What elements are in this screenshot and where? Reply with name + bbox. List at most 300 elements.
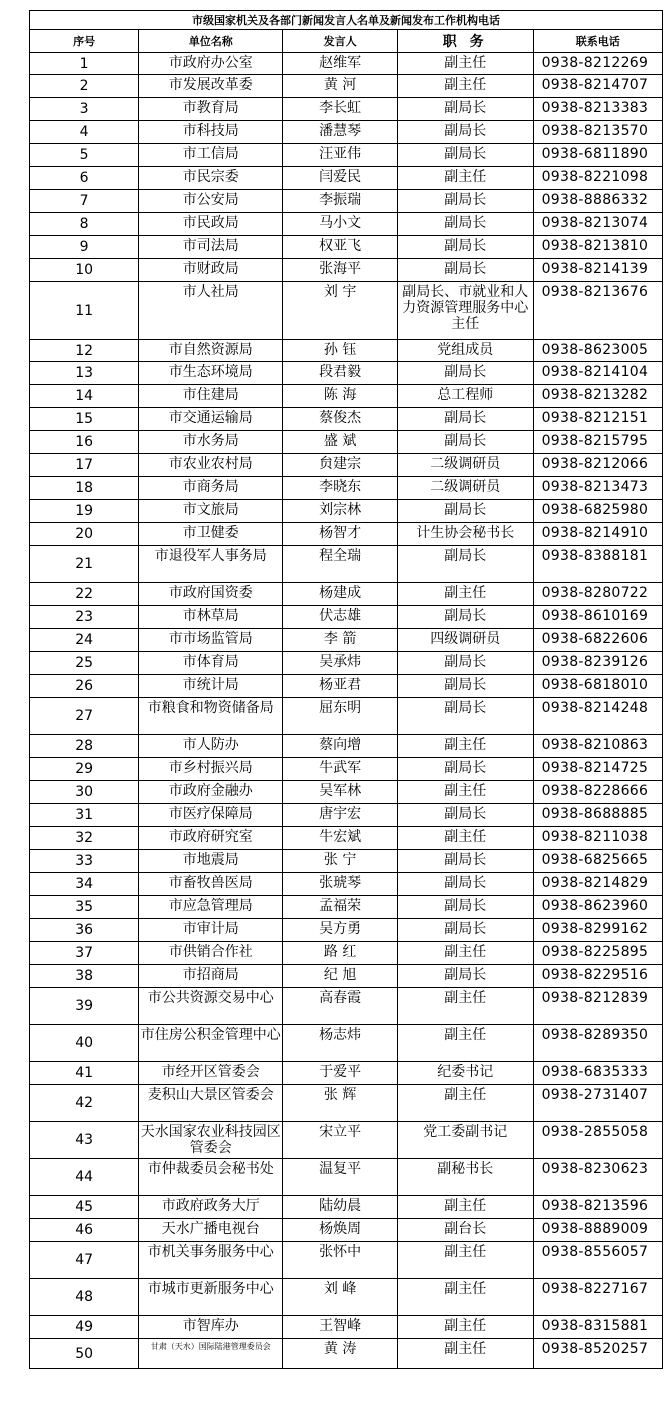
cell-phone: 0938-8214910 <box>533 523 662 546</box>
cell-no: 10 <box>30 259 139 282</box>
cell-unit: 市粮食和物资储备局 <box>139 698 283 735</box>
cell-no: 6 <box>30 167 139 190</box>
cell-duty: 副主任 <box>397 1316 533 1339</box>
cell-no: 2 <box>30 75 139 98</box>
cell-phone: 0938-8388181 <box>533 546 662 583</box>
table-row <box>30 781 663 804</box>
cell-phone: 0938-8520257 <box>533 1339 662 1369</box>
cell-duty: 副秘书长 <box>397 1159 533 1196</box>
cell-name: 张 宁 <box>283 850 398 873</box>
cell-no: 20 <box>30 523 139 546</box>
cell-duty: 党工委副书记 <box>397 1122 533 1159</box>
cell-phone: 0938-6811890 <box>533 144 662 167</box>
cell-no: 14 <box>30 385 139 408</box>
table-row <box>30 340 663 362</box>
table-row <box>30 546 663 583</box>
cell-phone: 0938-8280722 <box>533 583 662 606</box>
cell-phone: 0938-8221098 <box>533 167 662 190</box>
cell-duty: 副局长 <box>397 546 533 583</box>
cell-name: 路 红 <box>283 942 398 965</box>
cell-no: 23 <box>30 606 139 629</box>
table-row <box>30 988 663 1025</box>
cell-phone: 0938-8227167 <box>533 1279 662 1316</box>
cell-no: 29 <box>30 758 139 781</box>
cell-unit: 市水务局 <box>139 431 283 454</box>
cell-no: 25 <box>30 652 139 675</box>
table-row <box>30 144 663 167</box>
cell-no: 16 <box>30 431 139 454</box>
cell-phone: 0938-8212839 <box>533 988 662 1025</box>
cell-unit: 麦积山大景区管委会 <box>139 1085 283 1122</box>
cell-duty: 四级调研员 <box>397 629 533 652</box>
table-row <box>30 735 663 758</box>
cell-unit: 市科技局 <box>139 121 283 144</box>
table-row <box>30 1159 663 1196</box>
cell-name: 刘 峰 <box>283 1279 398 1316</box>
cell-name: 权亚飞 <box>283 236 398 259</box>
cell-phone: 0938-8299162 <box>533 919 662 942</box>
cell-unit: 市机关事务服务中心 <box>139 1242 283 1279</box>
cell-phone: 0938-8556057 <box>533 1242 662 1279</box>
cell-duty: 副局长 <box>397 259 533 282</box>
cell-no: 24 <box>30 629 139 652</box>
table-row <box>30 965 663 988</box>
cell-name: 杨焕周 <box>283 1219 398 1242</box>
cell-unit: 市体育局 <box>139 652 283 675</box>
table-row <box>30 1085 663 1122</box>
cell-phone: 0938-8213570 <box>533 121 662 144</box>
cell-unit: 市自然资源局 <box>139 340 283 362</box>
table-row <box>30 758 663 781</box>
cell-unit: 市仲裁委员会秘书处 <box>139 1159 283 1196</box>
cell-unit: 市民政局 <box>139 213 283 236</box>
table-row <box>30 1025 663 1062</box>
cell-duty: 副局长 <box>397 236 533 259</box>
table-row <box>30 652 663 675</box>
table-row <box>30 121 663 144</box>
cell-phone: 0938-8211038 <box>533 827 662 850</box>
cell-no: 17 <box>30 454 139 477</box>
cell-duty: 副局长、市就业和人力资源管理服务中心主任 <box>397 282 533 340</box>
cell-name: 伏志雄 <box>283 606 398 629</box>
cell-name: 李 箭 <box>283 629 398 652</box>
cell-unit: 市市场监管局 <box>139 629 283 652</box>
cell-unit: 市生态环境局 <box>139 362 283 385</box>
cell-no: 15 <box>30 408 139 431</box>
cell-duty: 副局长 <box>397 965 533 988</box>
cell-unit: 市农业农村局 <box>139 454 283 477</box>
cell-no: 33 <box>30 850 139 873</box>
table-row <box>30 896 663 919</box>
table-row <box>30 500 663 523</box>
cell-phone: 0938-6825665 <box>533 850 662 873</box>
table-body <box>30 53 663 1369</box>
cell-phone: 0938-8215795 <box>533 431 662 454</box>
cell-no: 48 <box>30 1279 139 1316</box>
cell-name: 宋立平 <box>283 1122 398 1159</box>
header-duty: 职 务 <box>397 30 533 53</box>
cell-duty: 副主任 <box>397 583 533 606</box>
table-row <box>30 477 663 500</box>
table-row <box>30 675 663 698</box>
header-phone: 联系电话 <box>533 30 662 53</box>
cell-unit: 市发展改革委 <box>139 75 283 98</box>
cell-duty: 副局长 <box>397 213 533 236</box>
cell-phone: 0938-2731407 <box>533 1085 662 1122</box>
table-row <box>30 431 663 454</box>
cell-no: 39 <box>30 988 139 1025</box>
cell-unit: 市应急管理局 <box>139 896 283 919</box>
cell-unit: 市林草局 <box>139 606 283 629</box>
cell-no: 21 <box>30 546 139 583</box>
cell-unit: 市工信局 <box>139 144 283 167</box>
cell-unit: 市城市更新服务中心 <box>139 1279 283 1316</box>
cell-name: 杨亚君 <box>283 675 398 698</box>
cell-duty: 副局长 <box>397 98 533 121</box>
cell-duty: 总工程师 <box>397 385 533 408</box>
table-row <box>30 1062 663 1085</box>
cell-phone: 0938-8214725 <box>533 758 662 781</box>
cell-name: 盛 斌 <box>283 431 398 454</box>
cell-name: 程全瑞 <box>283 546 398 583</box>
cell-phone: 0938-8315881 <box>533 1316 662 1339</box>
cell-name: 黄 河 <box>283 75 398 98</box>
cell-no: 11 <box>30 282 139 340</box>
cell-phone: 0938-8610169 <box>533 606 662 629</box>
table-row <box>30 213 663 236</box>
cell-duty: 副局长 <box>397 919 533 942</box>
cell-name: 高春霞 <box>283 988 398 1025</box>
cell-phone: 0938-2855058 <box>533 1122 662 1159</box>
cell-name: 蔡俊杰 <box>283 408 398 431</box>
cell-no: 30 <box>30 781 139 804</box>
cell-no: 47 <box>30 1242 139 1279</box>
cell-no: 3 <box>30 98 139 121</box>
cell-name: 汪亚伟 <box>283 144 398 167</box>
cell-no: 5 <box>30 144 139 167</box>
cell-no: 43 <box>30 1122 139 1159</box>
cell-name: 赵维军 <box>283 53 398 75</box>
cell-unit: 市公安局 <box>139 190 283 213</box>
cell-unit: 市人社局 <box>139 282 283 340</box>
cell-phone: 0938-8688885 <box>533 804 662 827</box>
cell-unit: 市招商局 <box>139 965 283 988</box>
cell-no: 32 <box>30 827 139 850</box>
cell-name: 吴军林 <box>283 781 398 804</box>
cell-duty: 副主任 <box>397 1085 533 1122</box>
cell-phone: 0938-8213074 <box>533 213 662 236</box>
cell-no: 38 <box>30 965 139 988</box>
cell-no: 18 <box>30 477 139 500</box>
cell-no: 50 <box>30 1339 139 1369</box>
cell-unit: 市地震局 <box>139 850 283 873</box>
cell-name: 杨建成 <box>283 583 398 606</box>
cell-no: 37 <box>30 942 139 965</box>
cell-phone: 0938-8213282 <box>533 385 662 408</box>
cell-no: 36 <box>30 919 139 942</box>
cell-name: 孙 钰 <box>283 340 398 362</box>
cell-duty: 副局长 <box>397 873 533 896</box>
cell-no: 4 <box>30 121 139 144</box>
cell-unit: 市交通运输局 <box>139 408 283 431</box>
cell-phone: 0938-8230623 <box>533 1159 662 1196</box>
cell-name: 马小文 <box>283 213 398 236</box>
cell-name: 唐宇宏 <box>283 804 398 827</box>
table-row <box>30 1219 663 1242</box>
cell-unit: 市统计局 <box>139 675 283 698</box>
cell-name: 张 辉 <box>283 1085 398 1122</box>
cell-duty: 副主任 <box>397 1025 533 1062</box>
cell-unit: 市卫健委 <box>139 523 283 546</box>
cell-duty: 副主任 <box>397 1279 533 1316</box>
cell-duty: 副局长 <box>397 850 533 873</box>
cell-phone: 0938-8225895 <box>533 942 662 965</box>
cell-name: 李长虹 <box>283 98 398 121</box>
table-row <box>30 942 663 965</box>
cell-duty: 副局长 <box>397 675 533 698</box>
cell-unit: 市退役军人事务局 <box>139 546 283 583</box>
cell-duty: 副主任 <box>397 781 533 804</box>
cell-name: 闫爱民 <box>283 167 398 190</box>
cell-phone: 0938-6835333 <box>533 1062 662 1085</box>
cell-unit: 市乡村振兴局 <box>139 758 283 781</box>
cell-unit: 市智库办 <box>139 1316 283 1339</box>
cell-unit: 市人防办 <box>139 735 283 758</box>
cell-name: 刘宗林 <box>283 500 398 523</box>
cell-duty: 副局长 <box>397 758 533 781</box>
cell-name: 陈 海 <box>283 385 398 408</box>
cell-duty: 二级调研员 <box>397 454 533 477</box>
cell-no: 31 <box>30 804 139 827</box>
cell-unit: 市文旅局 <box>139 500 283 523</box>
cell-unit: 市民宗委 <box>139 167 283 190</box>
cell-duty: 副局长 <box>397 500 533 523</box>
table-row <box>30 804 663 827</box>
cell-duty: 副主任 <box>397 1339 533 1369</box>
cell-no: 28 <box>30 735 139 758</box>
cell-unit: 市司法局 <box>139 236 283 259</box>
cell-duty: 副局长 <box>397 804 533 827</box>
cell-name: 于爱平 <box>283 1062 398 1085</box>
cell-phone: 0938-8213596 <box>533 1196 662 1219</box>
cell-name: 李晓东 <box>283 477 398 500</box>
cell-duty: 副主任 <box>397 942 533 965</box>
cell-name: 陆幼晨 <box>283 1196 398 1219</box>
cell-name: 纪 旭 <box>283 965 398 988</box>
cell-phone: 0938-8213383 <box>533 98 662 121</box>
cell-unit: 市教育局 <box>139 98 283 121</box>
spokesperson-table <box>29 10 663 1369</box>
cell-no: 27 <box>30 698 139 735</box>
cell-phone: 0938-8213473 <box>533 477 662 500</box>
table-row <box>30 1279 663 1316</box>
cell-no: 8 <box>30 213 139 236</box>
cell-unit: 市政府金融办 <box>139 781 283 804</box>
cell-duty: 副台长 <box>397 1219 533 1242</box>
cell-phone: 0938-8214248 <box>533 698 662 735</box>
cell-phone: 0938-8623005 <box>533 340 662 362</box>
cell-name: 张琥琴 <box>283 873 398 896</box>
cell-unit: 市审计局 <box>139 919 283 942</box>
cell-duty: 副局长 <box>397 652 533 675</box>
table-row <box>30 606 663 629</box>
cell-phone: 0938-8214707 <box>533 75 662 98</box>
cell-name: 杨智才 <box>283 523 398 546</box>
header-row <box>30 30 663 53</box>
cell-no: 34 <box>30 873 139 896</box>
header-unit: 单位名称 <box>139 30 283 53</box>
cell-duty: 计生协会秘书长 <box>397 523 533 546</box>
cell-unit: 市供销合作社 <box>139 942 283 965</box>
table-row <box>30 236 663 259</box>
cell-no: 22 <box>30 583 139 606</box>
cell-duty: 副局长 <box>397 698 533 735</box>
cell-duty: 副局长 <box>397 431 533 454</box>
cell-duty: 副局长 <box>397 190 533 213</box>
table-row <box>30 1196 663 1219</box>
cell-no: 26 <box>30 675 139 698</box>
cell-phone: 0938-8214829 <box>533 873 662 896</box>
cell-phone: 0938-8214104 <box>533 362 662 385</box>
cell-no: 9 <box>30 236 139 259</box>
cell-phone: 0938-8213676 <box>533 282 662 340</box>
cell-name: 张海平 <box>283 259 398 282</box>
cell-duty: 副局长 <box>397 408 533 431</box>
cell-duty: 副主任 <box>397 167 533 190</box>
table-row <box>30 583 663 606</box>
table-row <box>30 454 663 477</box>
cell-name: 段君毅 <box>283 362 398 385</box>
cell-duty: 副局长 <box>397 144 533 167</box>
cell-duty: 二级调研员 <box>397 477 533 500</box>
cell-phone: 0938-8289350 <box>533 1025 662 1062</box>
cell-no: 49 <box>30 1316 139 1339</box>
cell-no: 41 <box>30 1062 139 1085</box>
cell-duty: 副主任 <box>397 735 533 758</box>
cell-phone: 0938-8229516 <box>533 965 662 988</box>
cell-name: 贠建宗 <box>283 454 398 477</box>
table-row <box>30 282 663 340</box>
cell-unit: 市商务局 <box>139 477 283 500</box>
cell-phone: 0938-6818010 <box>533 675 662 698</box>
cell-unit: 市政府政务大厅 <box>139 1196 283 1219</box>
cell-phone: 0938-8228666 <box>533 781 662 804</box>
cell-no: 40 <box>30 1025 139 1062</box>
cell-no: 13 <box>30 362 139 385</box>
cell-unit: 市经开区管委会 <box>139 1062 283 1085</box>
cell-no: 46 <box>30 1219 139 1242</box>
cell-name: 潘慧琴 <box>283 121 398 144</box>
cell-name: 张怀中 <box>283 1242 398 1279</box>
cell-name: 黄 涛 <box>283 1339 398 1369</box>
table-row <box>30 190 663 213</box>
cell-no: 19 <box>30 500 139 523</box>
table-row <box>30 873 663 896</box>
cell-no: 44 <box>30 1159 139 1196</box>
cell-phone: 0938-8212269 <box>533 53 662 75</box>
table-row <box>30 629 663 652</box>
header-no: 序号 <box>30 30 139 53</box>
cell-no: 1 <box>30 53 139 75</box>
cell-unit: 市畜牧兽医局 <box>139 873 283 896</box>
cell-name: 王智峰 <box>283 1316 398 1339</box>
cell-duty: 纪委书记 <box>397 1062 533 1085</box>
table-row <box>30 98 663 121</box>
cell-unit: 天水国家农业科技园区管委会 <box>139 1122 283 1159</box>
cell-duty: 副局长 <box>397 121 533 144</box>
cell-name: 屈东明 <box>283 698 398 735</box>
table-row <box>30 698 663 735</box>
cell-duty: 副主任 <box>397 827 533 850</box>
table-row <box>30 1316 663 1339</box>
cell-unit: 市公共资源交易中心 <box>139 988 283 1025</box>
cell-name: 吴方勇 <box>283 919 398 942</box>
cell-name: 吴承炜 <box>283 652 398 675</box>
cell-name: 牛宏斌 <box>283 827 398 850</box>
cell-duty: 副局长 <box>397 362 533 385</box>
cell-name: 牛武军 <box>283 758 398 781</box>
cell-unit: 天水广播电视台 <box>139 1219 283 1242</box>
table-row <box>30 850 663 873</box>
table-row <box>30 167 663 190</box>
cell-name: 杨志炜 <box>283 1025 398 1062</box>
cell-name: 温复平 <box>283 1159 398 1196</box>
cell-duty: 副主任 <box>397 988 533 1025</box>
cell-phone: 0938-8623960 <box>533 896 662 919</box>
cell-duty: 副局长 <box>397 896 533 919</box>
cell-no: 42 <box>30 1085 139 1122</box>
cell-duty: 党组成员 <box>397 340 533 362</box>
cell-no: 12 <box>30 340 139 362</box>
table-row <box>30 827 663 850</box>
cell-phone: 0938-8889009 <box>533 1219 662 1242</box>
cell-name: 蔡向增 <box>283 735 398 758</box>
cell-phone: 0938-8213810 <box>533 236 662 259</box>
table-row <box>30 75 663 98</box>
table-row <box>30 53 663 75</box>
cell-phone: 0938-8212066 <box>533 454 662 477</box>
cell-name: 孟福荣 <box>283 896 398 919</box>
cell-phone: 0938-8212151 <box>533 408 662 431</box>
cell-unit: 市政府国资委 <box>139 583 283 606</box>
table-row <box>30 408 663 431</box>
cell-phone: 0938-8886332 <box>533 190 662 213</box>
table-row <box>30 259 663 282</box>
cell-unit: 市住房公积金管理中心 <box>139 1025 283 1062</box>
cell-no: 35 <box>30 896 139 919</box>
cell-phone: 0938-8214139 <box>533 259 662 282</box>
table-row <box>30 919 663 942</box>
cell-duty: 副局长 <box>397 606 533 629</box>
table-row <box>30 1339 663 1369</box>
cell-duty: 副主任 <box>397 75 533 98</box>
cell-unit: 市政府办公室 <box>139 53 283 75</box>
cell-duty: 副主任 <box>397 1242 533 1279</box>
cell-duty: 副主任 <box>397 1196 533 1219</box>
cell-name: 刘 宇 <box>283 282 398 340</box>
table-row <box>30 362 663 385</box>
table-title: 市级国家机关及各部门新闻发言人名单及新闻发布工作机构电话 <box>30 11 663 30</box>
cell-unit: 市医疗保障局 <box>139 804 283 827</box>
table-row <box>30 1122 663 1159</box>
cell-unit: 市住建局 <box>139 385 283 408</box>
cell-phone: 0938-8210863 <box>533 735 662 758</box>
cell-no: 45 <box>30 1196 139 1219</box>
table-row <box>30 1242 663 1279</box>
cell-unit: 甘肃（天水）国际陆港管理委员会 <box>139 1339 283 1369</box>
cell-duty: 副主任 <box>397 53 533 75</box>
cell-phone: 0938-8239126 <box>533 652 662 675</box>
